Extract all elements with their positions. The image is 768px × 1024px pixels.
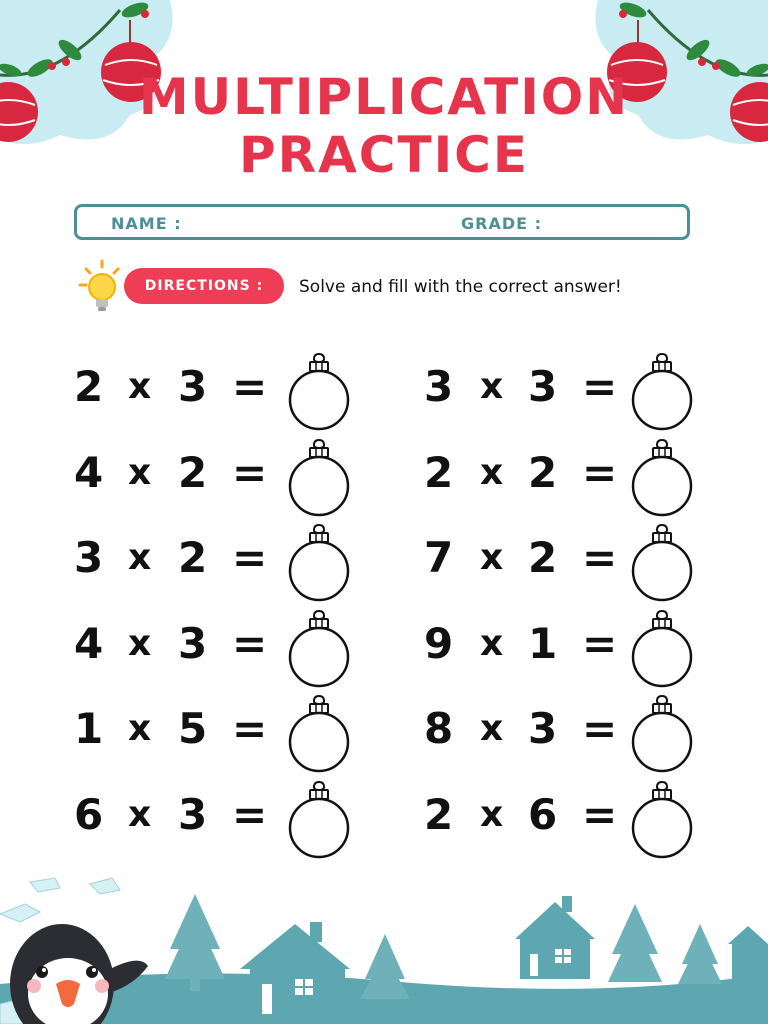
ornament-answer-box[interactable] [629,352,695,432]
operand-b: 2 [528,533,558,582]
operand-b: 1 [528,618,558,668]
grade-label: GRADE : [461,214,543,233]
operator: x [480,366,504,407]
operand-a: 4 [74,618,104,668]
equals-sign: = [582,362,618,411]
operand-b: 2 [178,533,208,582]
ornament-answer-box[interactable] [286,352,352,432]
operator: x [480,708,504,749]
ornament-answer-box[interactable] [286,694,352,774]
operator: x [480,793,504,835]
page-title-line-1: MULTIPLICATION [138,68,630,126]
operand-b: 2 [528,447,558,497]
page-title-line-2: PRACTICE [238,126,530,184]
ornament-answer-box[interactable] [629,694,695,774]
operand-a: 3 [424,362,454,411]
operand-a: 2 [424,447,454,497]
operand-b: 5 [178,704,208,753]
operator: x [128,537,152,578]
student-info-box[interactable] [74,204,690,240]
operator: x [128,622,152,664]
equals-sign: = [232,533,268,582]
equals-sign: = [232,789,268,839]
operand-b: 2 [178,447,208,497]
operand-a: 6 [74,789,104,839]
operand-a: 9 [424,618,454,668]
ornament-answer-box[interactable] [629,438,695,518]
ornament-answer-box[interactable] [629,609,695,689]
equals-sign: = [582,618,618,668]
operand-b: 3 [178,789,208,839]
operand-a: 1 [74,704,104,753]
ornament-answer-box[interactable] [286,523,352,603]
ornament-answer-box[interactable] [629,780,695,860]
operand-a: 4 [74,447,104,497]
directions-badge: DIRECTIONS : [124,268,284,304]
equals-sign: = [582,704,618,753]
operand-b: 6 [528,789,558,839]
equals-sign: = [582,789,618,839]
operand-a: 2 [74,362,104,411]
winter-village-scene [0,874,768,1024]
operand-a: 3 [74,533,104,582]
equals-sign: = [232,704,268,753]
operator: x [128,366,152,407]
operand-b: 3 [528,362,558,411]
equals-sign: = [232,618,268,668]
operator: x [128,793,152,835]
ornament-answer-box[interactable] [286,780,352,860]
equals-sign: = [582,447,618,497]
operator: x [480,537,504,578]
equals-sign: = [232,362,268,411]
equals-sign: = [582,533,618,582]
operand-a: 2 [424,789,454,839]
lightbulb-icon [78,259,126,315]
operand-a: 8 [424,704,454,753]
operand-b: 3 [528,704,558,753]
directions-text: Solve and fill with the correct answer! [299,277,622,297]
name-label: NAME : [111,214,182,233]
operator: x [128,708,152,749]
operand-b: 3 [178,618,208,668]
operand-a: 7 [424,533,454,582]
ornament-answer-box[interactable] [286,438,352,518]
operand-b: 3 [178,362,208,411]
operator: x [480,451,504,493]
equals-sign: = [232,447,268,497]
operator: x [480,622,504,664]
operator: x [128,451,152,493]
ornament-answer-box[interactable] [286,609,352,689]
ornament-answer-box[interactable] [629,523,695,603]
